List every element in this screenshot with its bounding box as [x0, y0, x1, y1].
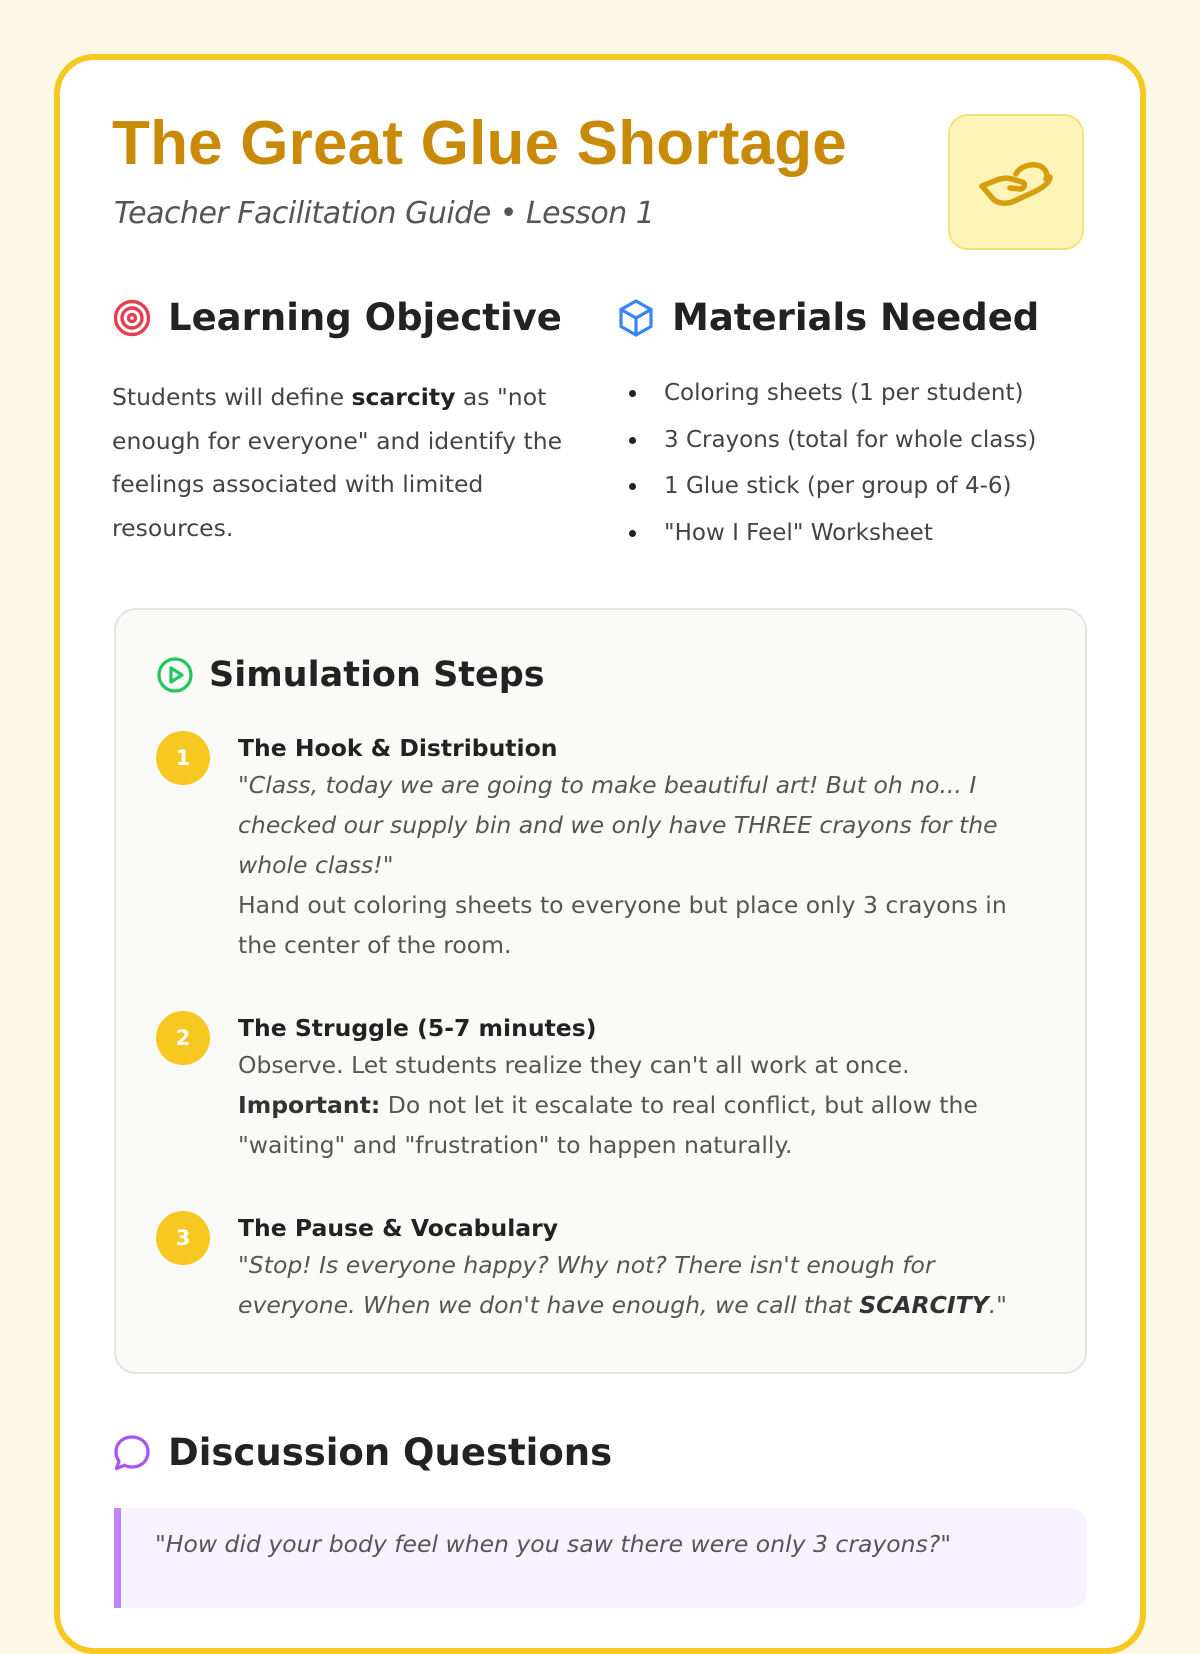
step-number: 1	[156, 731, 210, 785]
simulation-heading-label: Simulation Steps	[209, 655, 545, 695]
step-title: The Struggle (5-7 minutes)	[238, 1014, 597, 1042]
target-icon	[112, 298, 152, 338]
step-instruction: Hand out coloring sheets to everyone but place only 3 crayons in the center of the room.	[238, 891, 1007, 959]
discussion-question-card	[114, 1508, 1087, 1608]
important-label: Important:	[238, 1091, 381, 1119]
step-number: 3	[156, 1211, 210, 1265]
step-instruction: Observe. Let students realize they can't all work at once.	[238, 1051, 910, 1079]
page-title: The Great Glue Shortage	[112, 109, 847, 178]
hand-coin-icon	[978, 152, 1054, 212]
step-important-note	[238, 1085, 1028, 1165]
objective-keyword: scarcity	[351, 383, 456, 411]
objective-heading	[112, 296, 562, 339]
box-icon	[616, 298, 656, 338]
list-item: 3 Crayons (total for whole class)	[616, 417, 1036, 464]
list-item: 1 Glue stick (per group of 4-6)	[616, 463, 1036, 510]
list-item: Coloring sheets (1 per student)	[616, 370, 1036, 417]
materials-heading	[616, 296, 1039, 339]
materials-heading-label: Materials Needed	[672, 296, 1040, 339]
step-quote	[238, 1245, 1028, 1325]
objective-text-end: as "not enough for everyone" and identify the feelings associated with limited resources.	[112, 383, 563, 542]
materials-list	[616, 370, 1036, 556]
lesson-badge	[948, 114, 1084, 250]
play-circle-icon	[156, 656, 194, 694]
quote-start: "Stop! Is everyone happy? Why not? There isn't enough for everyone. When we don't have enough, we call that	[238, 1251, 935, 1319]
quote-keyword: SCARCITY	[859, 1291, 989, 1319]
discussion-heading-label: Discussion Questions	[168, 1431, 613, 1474]
simulation-heading	[156, 655, 545, 695]
page-subtitle: Teacher Facilitation Guide • Lesson 1	[114, 196, 655, 231]
step-quote: "Class, today we are going to make beautiful art! But oh no... I checked our supply bin and we only have THREE crayons for the whole class!"	[238, 771, 998, 879]
important-text: Do not let it escalate to real conflict, but allow the "waiting" and "frustration" to happen naturally.	[238, 1091, 978, 1159]
list-item: "How I Feel" Worksheet	[616, 510, 1036, 557]
objective-text	[112, 376, 582, 550]
step-number: 2	[156, 1011, 210, 1065]
discussion-question: "How did your body feel when you saw there were only 3 crayons?"	[155, 1530, 952, 1558]
objective-text-start: Students will define	[112, 383, 352, 411]
discussion-heading	[112, 1431, 612, 1474]
quote-end: ."	[988, 1291, 1007, 1319]
objective-heading-label: Learning Objective	[168, 296, 562, 339]
step-title: The Hook & Distribution	[238, 734, 558, 762]
chat-bubble-icon	[112, 1433, 152, 1473]
step-title: The Pause & Vocabulary	[238, 1214, 559, 1242]
